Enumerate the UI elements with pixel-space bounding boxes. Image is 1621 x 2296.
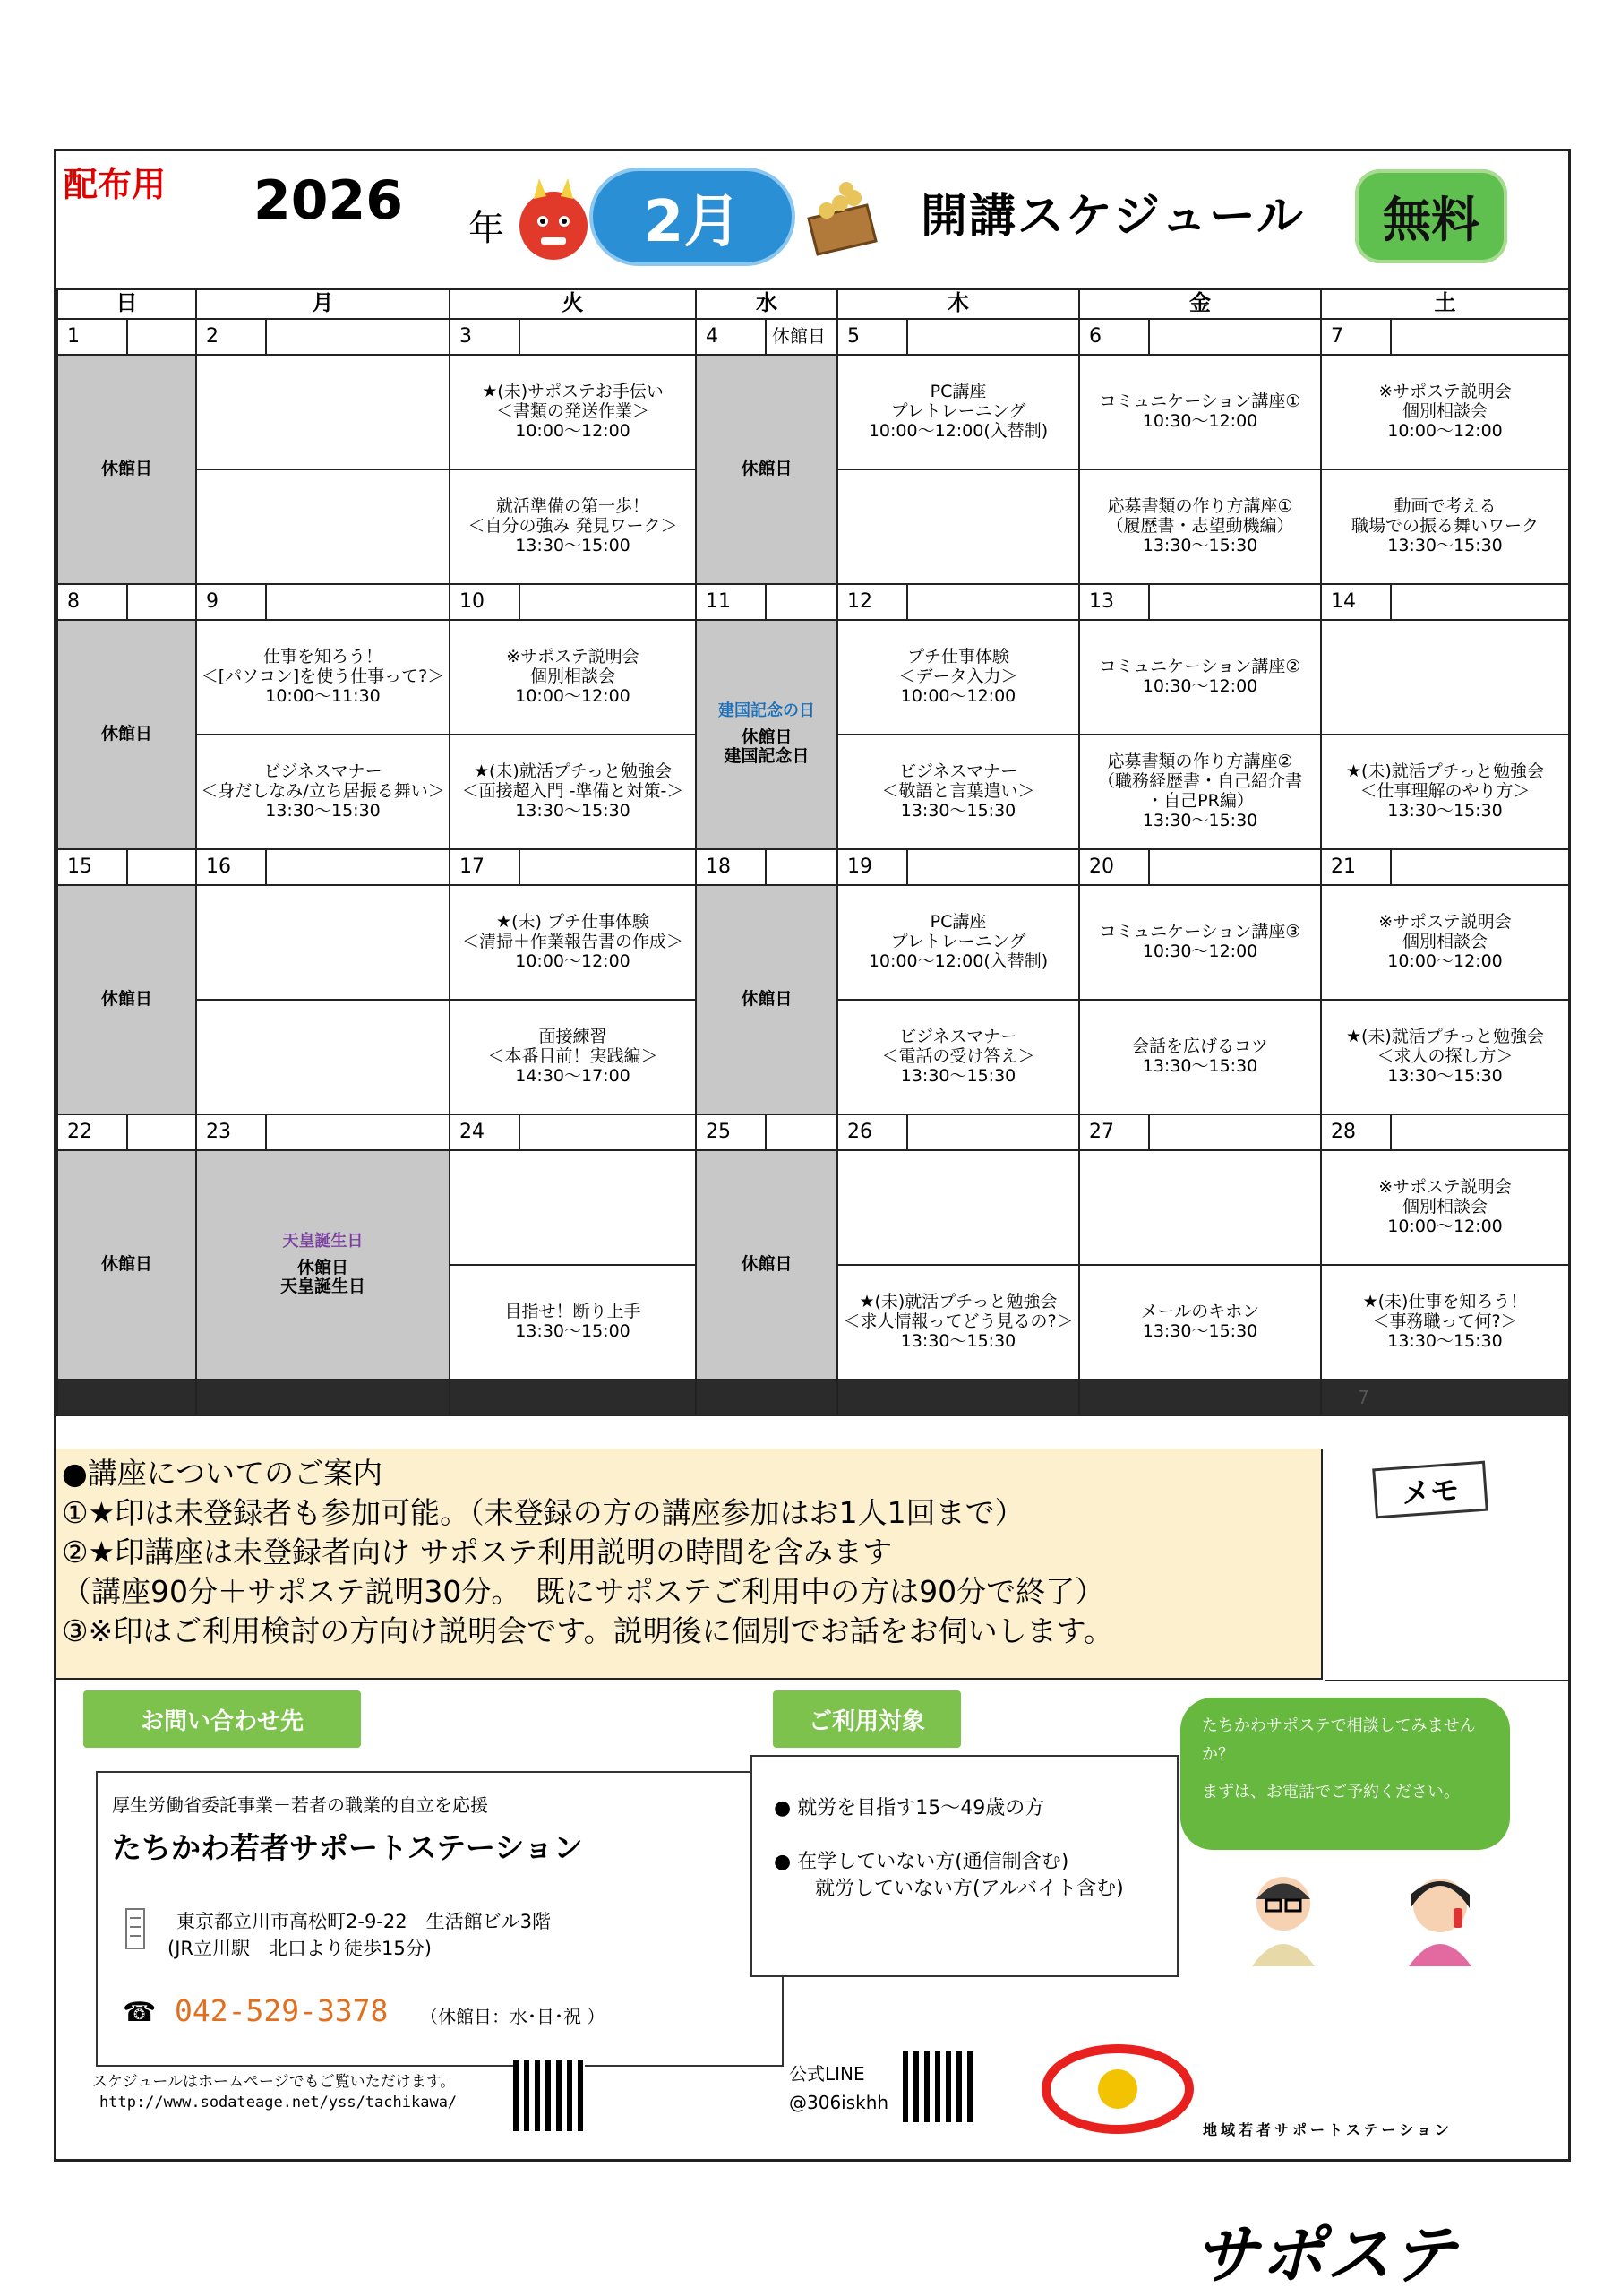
pm-event-cell: 目指せ！断り上手 13:30〜15:00: [450, 1265, 696, 1380]
logo-name: サポステ: [1194, 2217, 1458, 2292]
calendar-weeks: [57, 319, 1569, 1380]
date-number: 1: [58, 320, 128, 354]
closed-day-label: 休館日 建国記念日: [724, 727, 810, 767]
date-cell: [450, 584, 696, 620]
bubble-line: たちかわサポステで相談してみません: [1202, 1716, 1476, 1735]
memo-tag: メモ: [1372, 1461, 1488, 1519]
closed-day-cell: [57, 1150, 196, 1380]
weekday-cell: 木: [837, 288, 1079, 319]
date-cell: [696, 849, 837, 885]
closed-day-label: 休館日: [100, 989, 152, 1010]
am-event-cell: [450, 1150, 696, 1265]
date-cell: [196, 584, 450, 620]
notice-line: ③※印はご利用検討の方向け説明会です。説明後に個別でお話をお伺いします。: [62, 1613, 1113, 1648]
bubble-line: か？: [1202, 1745, 1234, 1764]
weekday-header: [57, 288, 1569, 319]
date-number: 25: [697, 1115, 767, 1149]
weekday-cell: 水: [696, 288, 837, 319]
target-ribbon: ご利用対象: [773, 1690, 961, 1748]
pm-event-cell: 動画で考える 職場での振る舞いワーク 13:30〜15:30: [1321, 469, 1569, 584]
closed-day-cell: [696, 620, 837, 849]
am-event-cell: ※サポステ説明会 個別相談会 10:00〜12:00: [1321, 355, 1569, 469]
building-icon: [124, 1907, 146, 1950]
closed-day-label: 休館日: [100, 1254, 152, 1275]
date-cell: [57, 319, 196, 355]
sun-logo-icon: [1042, 2040, 1194, 2138]
contact-name: たちかわ若者サポートステーション: [112, 1830, 583, 1865]
date-cell: [1079, 849, 1321, 885]
notice-line: ②★印講座は未登録者向け サポステ利用説明の時間を含みます: [62, 1535, 892, 1569]
closed-day-label: 休館日 天皇誕生日: [279, 1257, 365, 1297]
closed-day-cell: [196, 1150, 450, 1380]
pm-event-cell: 就活準備の第一歩！ ＜自分の強み 発見ワーク＞ 13:30〜15:00: [450, 469, 696, 584]
date-cell: [196, 1114, 450, 1150]
date-cell: [1321, 319, 1569, 355]
date-cell: [696, 1114, 837, 1150]
date-number: 6: [1080, 320, 1150, 354]
am-event-cell: [1079, 1150, 1321, 1265]
am-event-cell: ※サポステ説明会 個別相談会 10:00〜12:00: [450, 620, 696, 735]
am-row: [57, 885, 1569, 1000]
pm-event-cell: ビジネスマナー ＜電話の受け答え＞ 13:30〜15:30: [837, 1000, 1079, 1114]
closed-day-label: 休館日: [100, 459, 152, 479]
pm-event-cell: ★(未)就活プチっと勉強会 ＜求人の探し方＞ 13:30〜15:30: [1321, 1000, 1569, 1114]
date-cell: [57, 1114, 196, 1150]
site-qr-code[interactable]: [513, 2060, 585, 2131]
contact-box: [96, 1771, 784, 2067]
phone-icon: ☎: [123, 1997, 157, 2028]
pm-event-cell: ★(未)就活プチっと勉強会 ＜面接超入門 -準備と対策-＞ 13:30〜15:30: [450, 735, 696, 849]
date-number: 11: [697, 585, 767, 619]
date-number: 9: [197, 585, 267, 619]
speech-bubble: [1180, 1698, 1510, 1850]
date-number: 22: [58, 1115, 128, 1149]
holiday-sign: 建国記念の日: [718, 701, 815, 720]
closed-day-cell: [57, 620, 196, 849]
am-event-cell: PC講座 プレトレーニング 10:00〜12:00(入替制): [837, 885, 1079, 1000]
am-event-cell: [1321, 620, 1569, 735]
closed-day-cell: [57, 355, 196, 584]
notice-line: （講座90分＋サポステ説明30分。 既にサポステご利用中の方は90分で終了）: [62, 1574, 1105, 1609]
date-number: 8: [58, 585, 128, 619]
schedule-sheet: [54, 149, 1571, 2292]
target-box: [750, 1755, 1179, 1977]
target-item-text: 就労していない方(アルバイト含む): [815, 1878, 1124, 1900]
closed-day-cell: [696, 1150, 837, 1380]
closed-day-cell: [57, 885, 196, 1114]
date-row: [57, 584, 1569, 620]
header: [56, 151, 1568, 290]
date-cell: [837, 319, 1079, 355]
date-cell: [696, 584, 837, 620]
date-cell: [837, 584, 1079, 620]
am-event-cell: コミュニケーション講座② 10:30〜12:00: [1079, 620, 1321, 735]
pm-event-cell: 面接練習 ＜本番目前！実践編＞ 14:30〜17:00: [450, 1000, 696, 1114]
bubble-line: まずは、お電話でご予約ください。: [1202, 1783, 1460, 1802]
strip-day: 7: [1321, 1380, 1569, 1415]
date-number: 19: [838, 850, 908, 884]
oni-icon: [509, 176, 598, 266]
weekday-cell: 月: [196, 288, 450, 319]
course-notice: [56, 1449, 1323, 1680]
date-number: 13: [1080, 585, 1150, 619]
pm-event-cell: [196, 1000, 450, 1114]
notice-line: ①★印は未登録者も参加可能。（未登録の方の講座参加はお1人1回まで）: [62, 1495, 1025, 1530]
closed-day-cell: [696, 355, 837, 584]
free-badge: 無料: [1355, 169, 1507, 263]
blank-week-strip: [57, 1380, 1569, 1415]
weekday-cell: 火: [450, 288, 696, 319]
am-event-cell: [196, 885, 450, 1000]
month-badge: 2月: [589, 168, 795, 266]
weekday-cell: 金: [1079, 288, 1321, 319]
date-cell: [696, 319, 837, 355]
date-cell: [57, 584, 196, 620]
year: 2026: [253, 169, 403, 232]
target-item: ● 在学していない方(通信制含む): [774, 1851, 1069, 1873]
date-number: 24: [450, 1115, 520, 1149]
date-number: 28: [1322, 1115, 1392, 1149]
date-row: [57, 319, 1569, 355]
pm-event-cell: [196, 469, 450, 584]
pm-event-cell: 応募書類の作り方講座② （職務経歴書・自己紹介書 ・自己PR編） 13:30〜15:30: [1079, 735, 1321, 849]
am-event-cell: ※サポステ説明会 個別相談会 10:00〜12:00: [1321, 1150, 1569, 1265]
pm-event-cell: 会話を広げるコツ 13:30〜15:30: [1079, 1000, 1321, 1114]
am-event-cell: 仕事を知ろう！ ＜[パソコン]を使う仕事って?＞ 10:00〜11:30: [196, 620, 450, 735]
am-event-cell: ★(未)サポステお手伝い ＜書類の発送作業＞ 10:00〜12:00: [450, 355, 696, 469]
year-suffix: 年: [468, 208, 504, 249]
am-event-cell: ★(未) プチ仕事体験 ＜清掃＋作業報告書の作成＞ 10:00〜12:00: [450, 885, 696, 1000]
date-number: 7: [1322, 320, 1392, 354]
date-number: 17: [450, 850, 520, 884]
date-cell: [1321, 849, 1569, 885]
address-access: (JR立川駅 北口より徒歩15分): [167, 1938, 432, 1959]
site-note: スケジュールはホームページでもご覧いただけます。: [92, 2073, 456, 2091]
closed-day-label: 休館日: [100, 724, 152, 744]
man-icon: [1243, 1868, 1324, 1966]
logo-subtitle: 地域若者サポートステーション: [1203, 2121, 1453, 2138]
am-event-cell: PC講座 プレトレーニング 10:00〜12:00(入替制): [837, 355, 1079, 469]
closed-day-label: 休館日: [741, 989, 793, 1010]
date-cell: [1079, 1114, 1321, 1150]
pm-event-cell: ビジネスマナー ＜敬語と言葉遣い＞ 13:30〜15:30: [837, 735, 1079, 849]
date-cell: [1079, 584, 1321, 620]
am-event-cell: ※サポステ説明会 個別相談会 10:00〜12:00: [1321, 885, 1569, 1000]
line-qr-code[interactable]: [903, 2051, 974, 2122]
pm-event-cell: ★(未)就活プチっと勉強会 ＜仕事理解のやり方＞ 13:30〜15:30: [1321, 735, 1569, 849]
date-number: 21: [1322, 850, 1392, 884]
closed-days: （休館日：水･日･祝 ）: [420, 2006, 605, 2027]
am-event-cell: [837, 1150, 1079, 1265]
page-title: 開講スケジュール: [921, 190, 1305, 244]
target-item: ● 就労を目指す15〜49歳の方: [774, 1797, 1045, 1819]
date-number: 3: [450, 320, 520, 354]
date-number: 20: [1080, 850, 1150, 884]
pm-event-cell: メールのキホン 13:30〜15:30: [1079, 1265, 1321, 1380]
date-number: 27: [1080, 1115, 1150, 1149]
calendar-table: [56, 288, 1570, 1416]
date-cell: [837, 1114, 1079, 1150]
date-cell: [196, 319, 450, 355]
pm-event-cell: [837, 469, 1079, 584]
am-row: [57, 355, 1569, 469]
site-url[interactable]: http://www.sodateage.net/yss/tachikawa/: [99, 2094, 458, 2111]
date-number: 10: [450, 585, 520, 619]
date-number: 2: [197, 320, 267, 354]
target-item-text: 就労を目指す15〜49歳の方: [797, 1797, 1045, 1819]
pm-event-cell: 応募書類の作り方講座① （履歴書・志望動機編） 13:30〜15:30: [1079, 469, 1321, 584]
weekday-cell: 土: [1321, 288, 1569, 319]
line-label: 公式LINE: [789, 2063, 865, 2085]
date-cell: [1321, 584, 1569, 620]
date-cell: [450, 1114, 696, 1150]
am-row: [57, 620, 1569, 735]
closed-day-cell: [696, 885, 837, 1114]
closed-day-label: 休館日: [741, 459, 793, 479]
contact-ribbon: お問い合わせ先: [83, 1690, 361, 1748]
notice-heading: ●講座についてのご案内: [62, 1456, 383, 1491]
date-number: 15: [58, 850, 128, 884]
date-number: 16: [197, 850, 267, 884]
date-cell: [450, 849, 696, 885]
closed-note: 休館日: [772, 325, 826, 347]
am-event-cell: コミュニケーション講座③ 10:30〜12:00: [1079, 885, 1321, 1000]
contact-sub: 厚生労働省委託事業－若者の職業的自立を応援: [112, 1794, 488, 1816]
line-id[interactable]: @306iskhh: [789, 2092, 889, 2113]
date-number: 26: [838, 1115, 908, 1149]
date-number: 14: [1322, 585, 1392, 619]
date-row: [57, 849, 1569, 885]
date-cell: [837, 849, 1079, 885]
woman-phone-icon: [1400, 1868, 1480, 1966]
am-event-cell: コミュニケーション講座① 10:30〜12:00: [1079, 355, 1321, 469]
weekday-cell: 日: [57, 288, 196, 319]
date-number: 5: [838, 320, 908, 354]
date-number: 18: [697, 850, 767, 884]
pm-event-cell: ★(未)仕事を知ろう！ ＜事務職って何?＞ 13:30〜15:30: [1321, 1265, 1569, 1380]
date-cell: [196, 849, 450, 885]
pm-event-cell: ビジネスマナー ＜身だしなみ/立ち居振る舞い＞ 13:30〜15:30: [196, 735, 450, 849]
date-cell: [57, 849, 196, 885]
closed-day-label: 休館日: [741, 1254, 793, 1275]
am-row: [57, 1150, 1569, 1265]
bean-box-icon: [800, 178, 880, 259]
target-item-text: 在学していない方(通信制含む): [797, 1851, 1069, 1873]
date-cell: [1079, 319, 1321, 355]
distribution-label: 配布用: [64, 165, 167, 204]
date-cell: [450, 319, 696, 355]
pm-event-cell: ★(未)就活プチっと勉強会 ＜求人情報ってどう見るの?＞ 13:30〜15:30: [837, 1265, 1079, 1380]
date-number: 12: [838, 585, 908, 619]
address-line: 東京都立川市高松町2-9-22 生活館ビル3階: [176, 1911, 551, 1932]
memo-area: [1325, 1449, 1568, 1681]
holiday-sign: 天皇誕生日: [282, 1231, 364, 1251]
am-event-cell: [196, 355, 450, 469]
date-number: 4: [697, 320, 767, 354]
phone-number[interactable]: 042-529-3378: [175, 1993, 389, 2028]
date-number: 23: [197, 1115, 267, 1149]
date-row: [57, 1114, 1569, 1150]
am-event-cell: プチ仕事体験 ＜データ入力＞ 10:00〜12:00: [837, 620, 1079, 735]
date-cell: [1321, 1114, 1569, 1150]
